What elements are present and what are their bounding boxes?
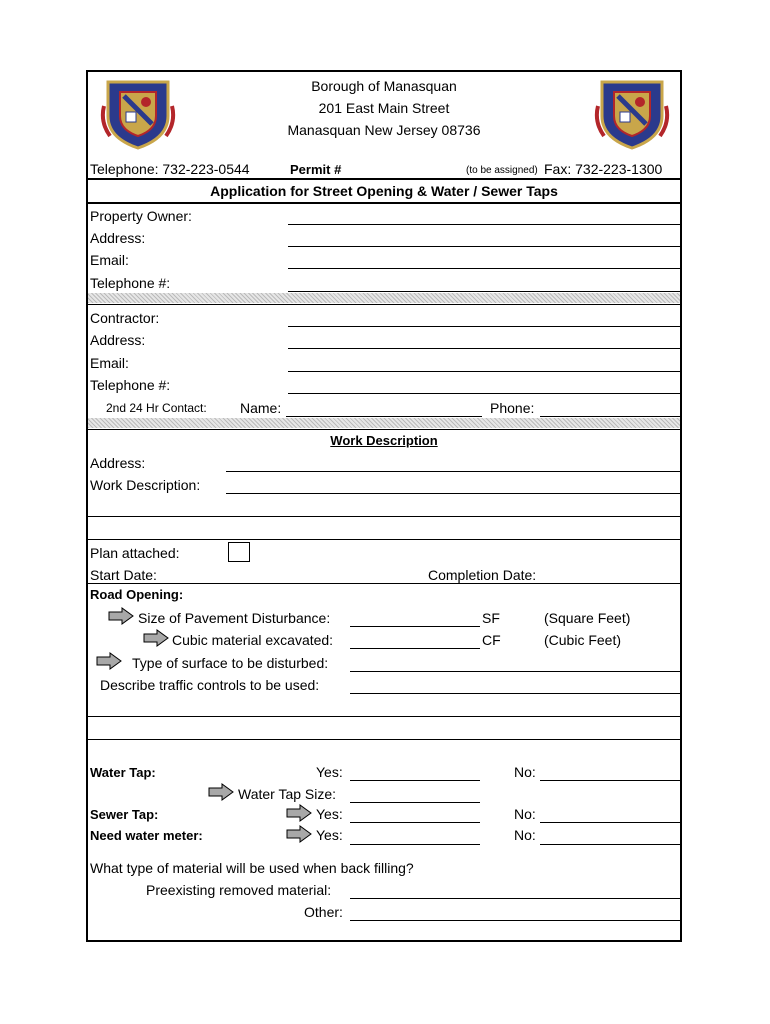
org-city: Manasquan New Jersey 08736 (287, 122, 481, 138)
traffic-label: Describe traffic controls to be used: (100, 677, 320, 693)
preexisting-field[interactable] (350, 898, 680, 899)
water-tap-yes-field[interactable] (350, 780, 480, 781)
arrow-right-icon (143, 629, 169, 647)
cubic-field[interactable] (350, 648, 480, 649)
divider (88, 583, 680, 584)
owner-address-label: Address: (90, 230, 146, 246)
to-be-assigned-note: (to be assigned) (466, 165, 538, 176)
cubic-feet-note: (Cubic Feet) (544, 632, 622, 648)
section-separator (88, 418, 680, 428)
work-description-label: Work Description: (90, 477, 201, 493)
owner-address-field[interactable] (288, 246, 680, 247)
work-address-field[interactable] (226, 471, 680, 472)
divider (88, 539, 680, 540)
contact-name-field[interactable] (286, 416, 482, 417)
meter-yes-field[interactable] (350, 844, 480, 845)
contractor-telephone-label: Telephone #: (90, 377, 171, 393)
water-tap-no-label: No: (514, 764, 536, 780)
divider (88, 202, 680, 204)
contractor-email-label: Email: (90, 355, 129, 371)
sewer-tap-no-label: No: (514, 806, 536, 822)
permit-label: Permit # (290, 162, 342, 177)
contractor-address-field[interactable] (288, 348, 680, 349)
water-tap-size-label: Water Tap Size: (238, 786, 337, 802)
pavement-field[interactable] (350, 626, 480, 627)
divider (88, 739, 680, 740)
meter-yes-label: Yes: (316, 827, 343, 843)
telephone-label: Telephone: 732-223-0544 (90, 161, 250, 177)
owner-email-field[interactable] (288, 268, 680, 269)
form-title: Application for Street Opening & Water / Sewer Taps (210, 183, 558, 199)
property-owner-label: Property Owner: (90, 208, 192, 224)
square-feet-note: (Square Feet) (544, 610, 631, 626)
divider (88, 716, 680, 717)
contact-name-label: Name: (240, 400, 282, 416)
water-tap-size-field[interactable] (350, 802, 480, 803)
section-separator (88, 293, 680, 303)
surface-label: Type of surface to be disturbed: (132, 655, 329, 671)
org-street: 201 East Main Street (318, 100, 450, 116)
contact-phone-label: Phone: (490, 400, 535, 416)
divider (88, 429, 680, 430)
road-opening-label: Road Opening: (90, 587, 184, 602)
arrow-right-icon (208, 783, 234, 801)
sewer-tap-label: Sewer Tap: (90, 807, 159, 822)
arrow-right-icon (108, 607, 134, 625)
contractor-telephone-field[interactable] (288, 393, 680, 394)
org-name: Borough of Manasquan (311, 78, 457, 94)
preexisting-label: Preexisting removed material: (146, 882, 332, 898)
plan-attached-checkbox[interactable] (228, 542, 250, 562)
fax-label: Fax: 732-223-1300 (544, 161, 663, 177)
sewer-tap-yes-field[interactable] (350, 822, 480, 823)
backfill-question: What type of material will be used when back filling? (90, 860, 414, 876)
divider (88, 178, 680, 180)
contractor-label: Contractor: (90, 310, 160, 326)
application-form (86, 70, 682, 942)
meter-no-label: No: (514, 827, 536, 843)
completion-date-label: Completion Date: (428, 567, 537, 583)
cubic-label: Cubic material excavated: (172, 632, 334, 648)
divider (88, 304, 680, 305)
cf-unit: CF (482, 632, 501, 648)
work-description-heading: Work Description (330, 433, 438, 448)
surface-field[interactable] (350, 671, 680, 672)
other-field[interactable] (350, 920, 680, 921)
water-tap-no-field[interactable] (540, 780, 680, 781)
water-tap-label: Water Tap: (90, 765, 156, 780)
sewer-tap-no-field[interactable] (540, 822, 680, 823)
arrow-right-icon (286, 804, 312, 822)
traffic-field[interactable] (350, 693, 680, 694)
owner-email-label: Email: (90, 252, 129, 268)
need-water-meter-label: Need water meter: (90, 828, 203, 843)
arrow-right-icon (96, 652, 122, 670)
plan-attached-label: Plan attached: (90, 545, 180, 561)
meter-no-field[interactable] (540, 844, 680, 845)
contractor-email-field[interactable] (288, 371, 680, 372)
other-label: Other: (304, 904, 343, 920)
owner-telephone-label: Telephone #: (90, 275, 171, 291)
contact-phone-field[interactable] (540, 416, 680, 417)
water-tap-yes-label: Yes: (316, 764, 343, 780)
work-description-field[interactable] (226, 493, 680, 494)
sf-unit: SF (482, 610, 500, 626)
contractor-address-label: Address: (90, 332, 146, 348)
contractor-field[interactable] (288, 326, 680, 327)
arrow-right-icon (286, 825, 312, 843)
second-contact-label: 2nd 24 Hr Contact: (106, 401, 207, 415)
property-owner-field[interactable] (288, 224, 680, 225)
work-address-label: Address: (90, 455, 146, 471)
divider (88, 516, 680, 517)
start-date-label: Start Date: (90, 567, 157, 583)
owner-telephone-field[interactable] (288, 291, 680, 292)
sewer-tap-yes-label: Yes: (316, 806, 343, 822)
pavement-label: Size of Pavement Disturbance: (138, 610, 331, 626)
